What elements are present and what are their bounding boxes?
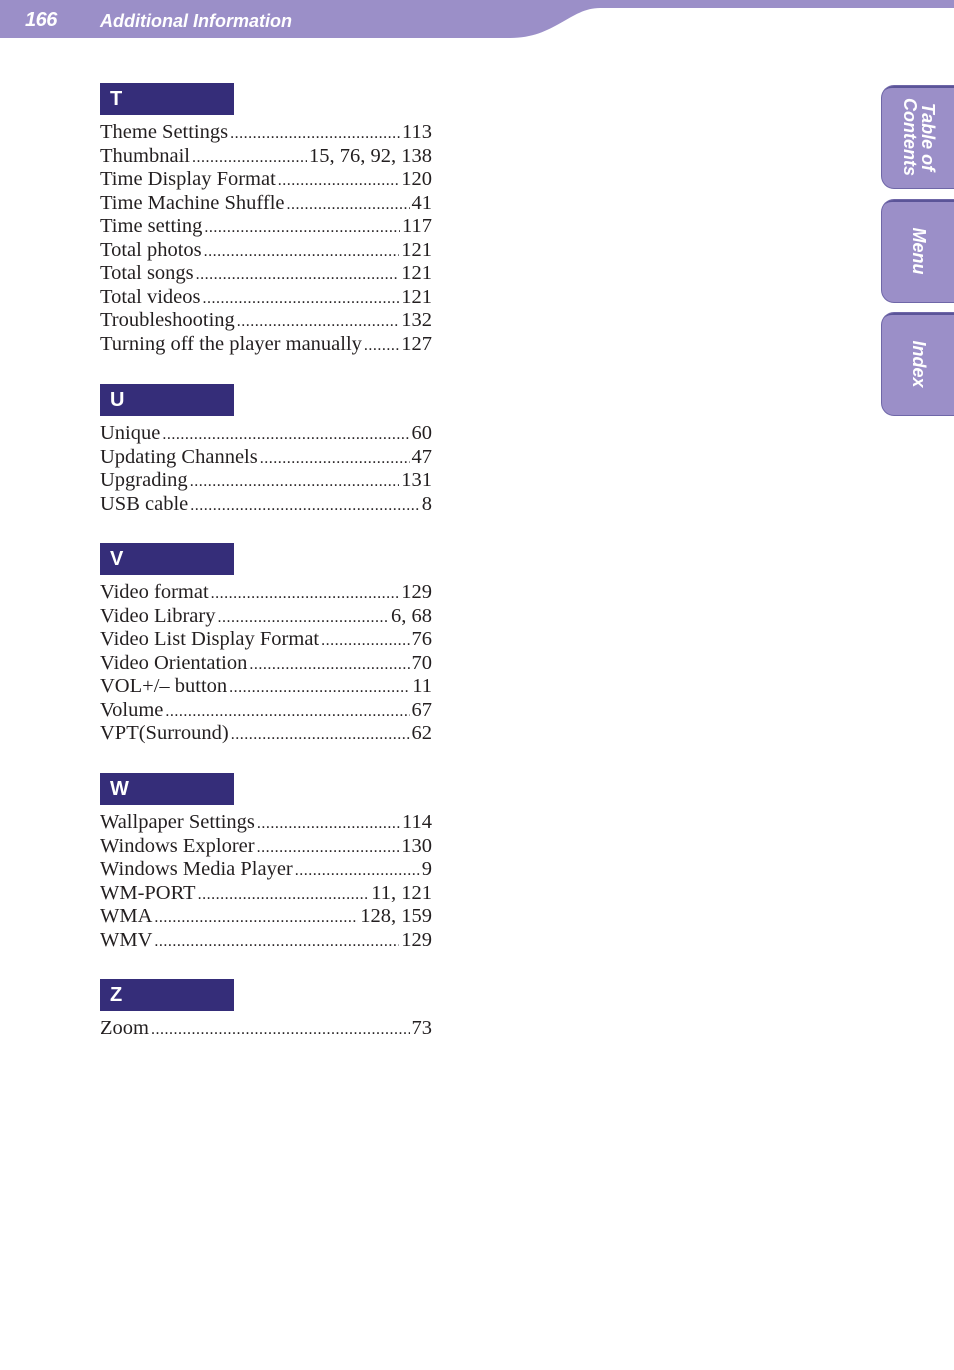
page-number: 166 bbox=[25, 9, 57, 31]
dot-leader bbox=[151, 1018, 410, 1042]
entry-term: Time Machine Shuffle bbox=[100, 191, 285, 214]
section-title: Additional Information bbox=[100, 11, 292, 31]
index-entry[interactable] bbox=[100, 929, 432, 953]
tab-index[interactable] bbox=[882, 313, 954, 415]
entry-page-link[interactable]: 128, 159 bbox=[360, 905, 432, 927]
dot-leader bbox=[190, 470, 400, 494]
dot-leader bbox=[204, 240, 400, 264]
entry-term: Video Library bbox=[100, 604, 216, 627]
entry-page-link[interactable]: 132 bbox=[401, 309, 432, 331]
dot-leader bbox=[211, 582, 400, 606]
entry-page-link[interactable]: 127 bbox=[401, 332, 432, 355]
index-entry[interactable] bbox=[100, 121, 432, 145]
dot-leader bbox=[295, 859, 420, 883]
index-entry[interactable] bbox=[100, 1017, 432, 1041]
dot-leader bbox=[237, 310, 399, 334]
entry-list bbox=[100, 121, 432, 356]
entry-page-link[interactable]: 120 bbox=[401, 168, 432, 190]
entry-page-link[interactable]: 62 bbox=[411, 722, 432, 744]
index-entry[interactable] bbox=[100, 309, 432, 333]
index-entry[interactable] bbox=[100, 652, 432, 676]
entry-page-link[interactable]: 11, 121 bbox=[371, 881, 432, 904]
index-entry[interactable] bbox=[100, 882, 432, 906]
dot-leader bbox=[249, 653, 409, 677]
dot-leader bbox=[260, 447, 410, 471]
index-entry[interactable] bbox=[100, 493, 432, 517]
index-entry[interactable] bbox=[100, 239, 432, 263]
letter-heading: U bbox=[100, 384, 234, 416]
entry-page-link[interactable]: 9 bbox=[421, 858, 432, 880]
entry-list bbox=[100, 1017, 432, 1041]
dot-leader bbox=[154, 906, 358, 930]
entry-term: USB cable bbox=[100, 492, 189, 515]
entry-list bbox=[100, 811, 432, 952]
entry-term: Theme Settings bbox=[100, 121, 229, 143]
tab-menu-label: Menu bbox=[909, 227, 929, 275]
entry-list bbox=[100, 581, 432, 746]
entry-term: Total videos bbox=[100, 285, 201, 308]
entry-term: WMV bbox=[100, 928, 153, 951]
entry-term: Time Display Format bbox=[100, 168, 276, 190]
letter-heading: Z bbox=[100, 979, 234, 1011]
entry-page-link[interactable]: 73 bbox=[411, 1017, 432, 1039]
index-entry[interactable] bbox=[100, 145, 432, 169]
dot-leader bbox=[278, 169, 399, 193]
entry-page-link[interactable]: 67 bbox=[411, 698, 432, 721]
index-entry[interactable] bbox=[100, 905, 432, 929]
index-entry[interactable] bbox=[100, 168, 432, 192]
entry-page-link[interactable]: 70 bbox=[411, 651, 432, 674]
entry-term: Troubleshooting bbox=[100, 309, 235, 331]
index-entry[interactable] bbox=[100, 858, 432, 882]
entry-term: VPT(Surround) bbox=[100, 722, 229, 744]
dot-leader bbox=[257, 836, 400, 860]
dot-leader bbox=[231, 723, 410, 747]
entry-page-link[interactable]: 113 bbox=[402, 121, 432, 143]
entry-page-link[interactable]: 129 bbox=[401, 581, 432, 603]
entry-term: WMA bbox=[100, 905, 153, 927]
entry-page-link[interactable]: 114 bbox=[402, 811, 432, 833]
entry-page-link[interactable]: 121 bbox=[401, 285, 432, 308]
index-entry[interactable] bbox=[100, 215, 432, 239]
entry-term: Total songs bbox=[100, 262, 194, 284]
dot-leader bbox=[165, 700, 409, 724]
entry-page-link[interactable]: 129 bbox=[401, 928, 432, 951]
letter-heading: V bbox=[100, 543, 234, 575]
index-entry[interactable] bbox=[100, 722, 432, 746]
tab-label-line-1: Table of bbox=[918, 102, 938, 172]
index-entry[interactable] bbox=[100, 262, 432, 286]
entry-page-link[interactable]: 6, 68 bbox=[391, 604, 432, 627]
index-entry[interactable] bbox=[100, 469, 432, 493]
index-entry[interactable] bbox=[100, 675, 432, 699]
entry-term: VOL+/– button bbox=[100, 675, 228, 697]
dot-leader bbox=[257, 812, 400, 836]
entry-page-link[interactable]: 121 bbox=[401, 238, 432, 261]
page-header bbox=[0, 0, 954, 40]
dot-leader bbox=[162, 423, 409, 447]
index-entry[interactable] bbox=[100, 446, 432, 470]
dot-leader bbox=[287, 193, 410, 217]
entry-term: Wallpaper Settings bbox=[100, 811, 255, 833]
entry-term: Video Orientation bbox=[100, 651, 248, 674]
dot-leader bbox=[198, 883, 370, 907]
tab-index-label: Index bbox=[909, 340, 929, 388]
entry-term: Video format bbox=[100, 581, 209, 603]
index-section-w bbox=[100, 773, 432, 952]
entry-list bbox=[100, 422, 432, 516]
entry-page-link[interactable]: 117 bbox=[402, 215, 432, 237]
entry-page-link[interactable]: 131 bbox=[401, 469, 432, 491]
entry-page-link[interactable]: 121 bbox=[401, 262, 432, 284]
entry-term: Zoom bbox=[100, 1017, 149, 1039]
entry-page-link[interactable]: 15, 76, 92, 138 bbox=[309, 144, 432, 167]
entry-term: Thumbnail bbox=[100, 144, 190, 167]
letter-heading: W bbox=[100, 773, 234, 805]
index-section-t bbox=[100, 83, 432, 356]
dot-leader bbox=[230, 122, 400, 146]
tab-table-of-contents-label bbox=[901, 98, 937, 176]
tab-menu[interactable] bbox=[882, 200, 954, 302]
entry-page-link[interactable]: 76 bbox=[411, 628, 432, 650]
dot-leader bbox=[217, 606, 389, 630]
dot-leader bbox=[364, 334, 399, 358]
entry-term: Turning off the player manually bbox=[100, 332, 362, 355]
index-entry[interactable] bbox=[100, 699, 432, 723]
dot-leader bbox=[321, 629, 409, 653]
entry-page-link[interactable]: 47 bbox=[411, 445, 432, 468]
index-entry[interactable] bbox=[100, 333, 432, 357]
index-entry[interactable] bbox=[100, 835, 432, 859]
index-entry[interactable] bbox=[100, 192, 432, 216]
entry-page-link[interactable]: 8 bbox=[421, 492, 432, 515]
entry-term: Windows Media Player bbox=[100, 858, 293, 880]
index-entry[interactable] bbox=[100, 811, 432, 835]
index-entry[interactable] bbox=[100, 422, 432, 446]
entry-page-link[interactable]: 41 bbox=[411, 191, 432, 214]
index-section-z bbox=[100, 979, 432, 1041]
index-entry[interactable] bbox=[100, 628, 432, 652]
tab-label-line-2: Contents bbox=[900, 98, 920, 176]
index-entry[interactable] bbox=[100, 605, 432, 629]
dot-leader bbox=[154, 930, 399, 954]
entry-term: Total photos bbox=[100, 238, 202, 261]
entry-page-link[interactable]: 60 bbox=[411, 422, 432, 444]
dot-leader bbox=[229, 676, 410, 700]
tab-table-of-contents[interactable] bbox=[882, 86, 954, 188]
entry-page-link[interactable]: 130 bbox=[401, 834, 432, 857]
entry-term: Windows Explorer bbox=[100, 834, 255, 857]
letter-heading: T bbox=[100, 83, 234, 115]
dot-leader bbox=[190, 494, 420, 518]
entry-term: Updating Channels bbox=[100, 445, 258, 468]
index-entry[interactable] bbox=[100, 581, 432, 605]
entry-term: Unique bbox=[100, 422, 161, 444]
entry-term: Video List Display Format bbox=[100, 628, 320, 650]
index-section-u bbox=[100, 384, 432, 516]
dot-leader bbox=[202, 287, 399, 311]
entry-page-link[interactable]: 11 bbox=[412, 675, 432, 697]
entry-term: Time setting bbox=[100, 215, 203, 237]
entry-term: WM-PORT bbox=[100, 881, 196, 904]
entry-term: Volume bbox=[100, 698, 164, 721]
index-section-v bbox=[100, 543, 432, 746]
dot-leader bbox=[192, 146, 307, 170]
entry-term: Upgrading bbox=[100, 469, 188, 491]
dot-leader bbox=[196, 263, 400, 287]
dot-leader bbox=[204, 216, 400, 240]
index-entry[interactable] bbox=[100, 286, 432, 310]
